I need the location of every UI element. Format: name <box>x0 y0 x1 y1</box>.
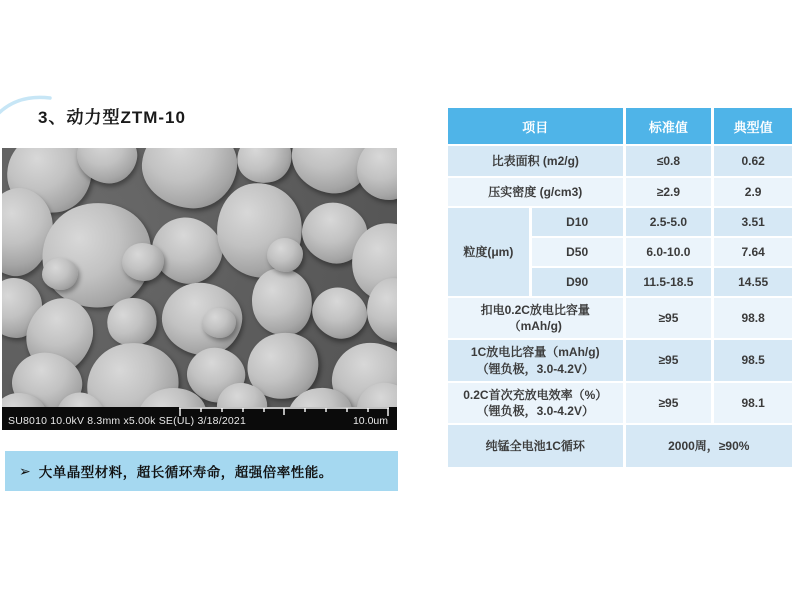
spec-label-line2: （锂负极，3.0-4.2V） <box>476 404 594 418</box>
spec-typical: 7.64 <box>714 238 792 266</box>
spec-label-line1: 0.2C首次充放电效率（%） <box>463 387 608 402</box>
spec-typical: 3.51 <box>714 208 792 236</box>
footer-banner <box>5 451 398 491</box>
spec-table <box>445 106 797 469</box>
header-standard: 标准值 <box>626 108 712 144</box>
spec-label-line1: 扣电0.2C放电比容量 <box>480 302 590 317</box>
spec-standard: 2.5-5.0 <box>626 208 712 236</box>
header-item: 项目 <box>448 108 623 144</box>
table-row <box>448 383 792 423</box>
spec-label-line2: （mAh/g) <box>508 319 562 333</box>
table-row <box>448 340 792 381</box>
table-row <box>448 425 792 467</box>
spec-sublabel: D50 <box>532 238 623 266</box>
table-row <box>448 208 792 236</box>
spec-label: 纯锰全电池1C循环 <box>448 425 623 467</box>
spec-typical: 98.8 <box>714 298 792 338</box>
arrow-bullet-icon: ➢ <box>19 462 31 479</box>
spec-typical: 0.62 <box>714 146 792 176</box>
spec-typical: 14.55 <box>714 268 792 296</box>
spec-standard: 6.0-10.0 <box>626 238 712 266</box>
spec-typical: 98.5 <box>714 340 792 381</box>
sem-particle <box>202 308 236 338</box>
table-header-row <box>448 108 792 144</box>
header-typical: 典型值 <box>714 108 792 144</box>
sem-particle <box>122 243 164 281</box>
sem-particle <box>42 258 78 290</box>
spec-label-line1: 1C放电比容量（mAh/g) <box>470 345 600 360</box>
spec-label: 比表面积 (m2/g) <box>448 146 623 176</box>
sem-particle <box>357 148 397 200</box>
spec-standard: ≥95 <box>626 340 712 381</box>
spec-typical: 98.1 <box>714 383 792 423</box>
banner-text: 大单晶型材料，超长循环寿命，超强倍率性能。 <box>38 465 333 480</box>
sem-caption-bar <box>2 407 397 430</box>
spec-sublabel: D90 <box>532 268 623 296</box>
page-title: 3、动力型ZTM-10 <box>38 108 186 127</box>
spec-group-label: 粒度(μm) <box>448 208 529 296</box>
spec-sublabel: D10 <box>532 208 623 236</box>
table-row <box>448 298 792 338</box>
spec-typical: 2.9 <box>714 178 792 206</box>
spec-value-merged: 2000周，≥90% <box>626 425 792 467</box>
sem-photo-area <box>2 148 397 407</box>
sem-caption: SU8010 10.0kV 8.3mm x5.00k SE(UL) 3/18/2021 <box>8 415 246 427</box>
spec-standard: 11.5-18.5 <box>626 268 712 296</box>
table-row <box>448 146 792 176</box>
scale-label: 10.0um <box>352 415 388 427</box>
table-row <box>448 178 792 206</box>
spec-label <box>448 298 623 338</box>
spec-label <box>448 383 623 423</box>
spec-standard: ≥2.9 <box>626 178 712 206</box>
spec-label <box>448 340 623 381</box>
sem-micrograph <box>2 148 397 430</box>
spec-standard: ≤0.8 <box>626 146 712 176</box>
spec-label-line2: （锂负极，3.0-4.2V） <box>476 361 594 376</box>
spec-standard: ≥95 <box>626 298 712 338</box>
sem-particle <box>267 238 303 272</box>
spec-label: 压实密度 (g/cm3) <box>448 178 623 206</box>
spec-standard: ≥95 <box>626 383 712 423</box>
